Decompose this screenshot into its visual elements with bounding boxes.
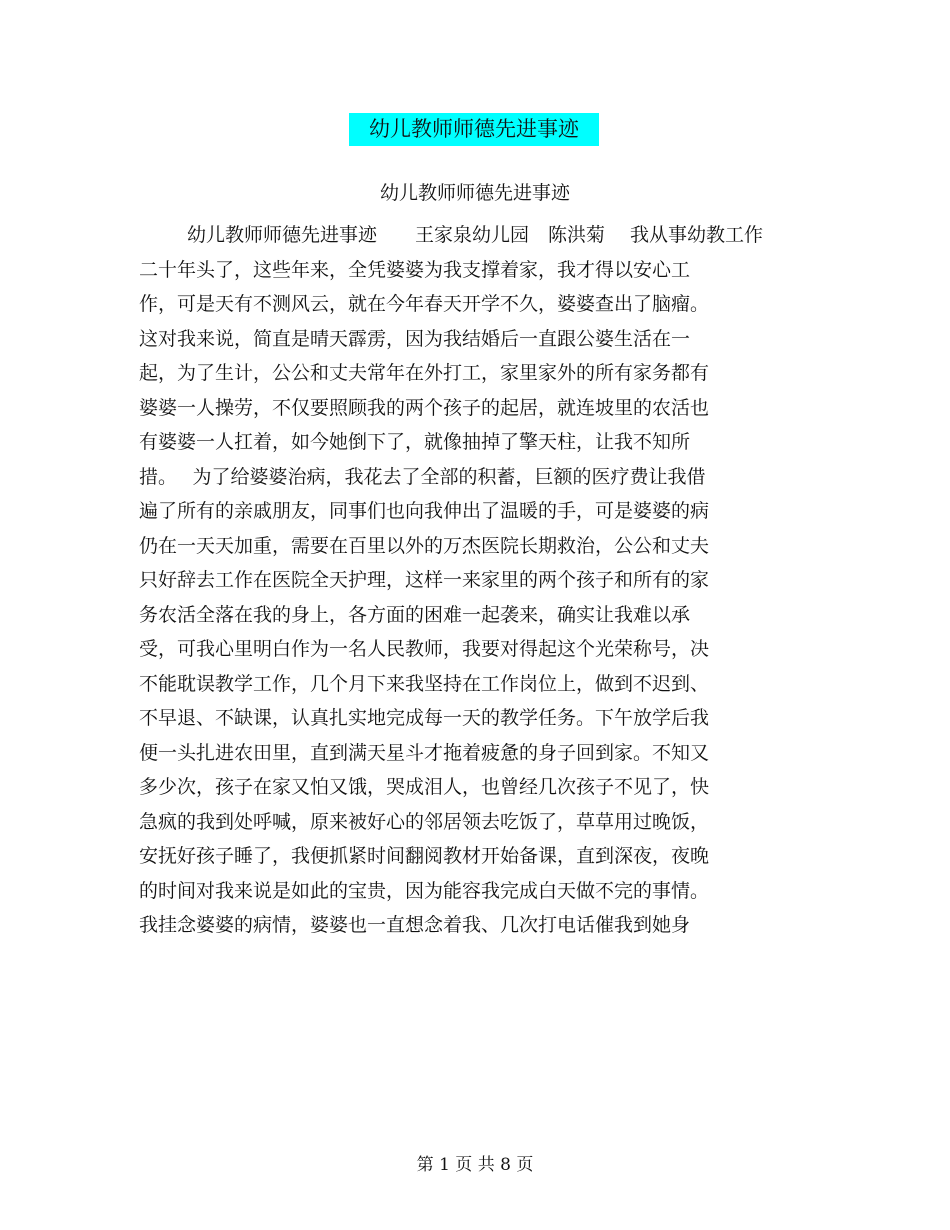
body-line: 作，可是天有不测风云，就在今年春天开学不久，婆婆查出了脑瘤。	[139, 293, 710, 315]
body-line: 不早退、不缺课，认真扎实地完成每一天的教学任务。下午放学后我	[139, 707, 710, 729]
body-line: 务农活全落在我的身上，各方面的困难一起袭来，确实让我难以承	[139, 603, 691, 626]
body-line: 我挂念婆婆的病情，婆婆也一直想念着我、几次打电话催我到她身	[139, 914, 691, 936]
body-line: 急疯的我到处呼喊，原来被好心的邻居领去吃饭了，草草用过晚饭，	[139, 810, 710, 833]
body-line: 遍了所有的亲戚朋友，同事们也向我伸出了温暖的手，可是婆婆的病	[139, 500, 710, 522]
document-subtitle: 幼儿教师师德先进事迹	[379, 182, 570, 204]
body-line: 只好辞去工作在医院全天护理，这样一来家里的两个孩子和所有的家	[139, 569, 710, 591]
body-line: 二十年头了，这些年来，全凭婆婆为我支撑着家，我才得以安心工	[139, 258, 691, 281]
body-line: 安抚好孩子睡了，我便抓紧时间翻阅教材开始备课，直到深夜，夜晚	[139, 845, 710, 867]
document-body	[139, 218, 811, 943]
body-line: 这对我来说，简直是晴天霹雳，因为我结婚后一直跟公婆生活在一	[139, 327, 691, 350]
body-line: 幼儿教师师德先进事迹 王家泉幼儿园 陈洪菊 我从事幼教工作	[187, 224, 764, 246]
body-line: 便一头扎进农田里，直到满天星斗才拖着疲惫的身子回到家。不知又	[139, 741, 710, 764]
body-line: 起，为了生计，公公和丈夫常年在外打工，家里家外的所有家务都有	[139, 362, 710, 384]
document-title: 幼儿教师师德先进事迹	[349, 113, 599, 146]
body-line: 多少次，孩子在家又怕又饿，哭成泪人，也曾经几次孩子不见了，快	[139, 776, 710, 798]
body-line: 措。 为了给婆婆治病，我花去了全部的积蓄，巨额的医疗费让我借	[139, 465, 706, 488]
body-line: 的时间对我来说是如此的宝贵，因为能容我完成白天做不完的事情。	[139, 879, 710, 902]
page-footer: 第 1 页 共 8 页	[416, 1155, 534, 1175]
body-line: 受，可我心里明白作为一名人民教师，我要对得起这个光荣称号，决	[139, 638, 710, 660]
body-line: 婆婆一人操劳，不仅要照顾我的两个孩子的起居，就连坡里的农活也	[139, 396, 710, 419]
body-line: 有婆婆一人扛着，如今她倒下了，就像抽掉了擎天柱，让我不知所	[139, 431, 691, 453]
body-line: 不能耽误教学工作，几个月下来我坚持在工作岗位上，做到不迟到、	[139, 672, 710, 695]
body-line: 仍在一天天加重，需要在百里以外的万杰医院长期救治，公公和丈夫	[139, 534, 710, 557]
